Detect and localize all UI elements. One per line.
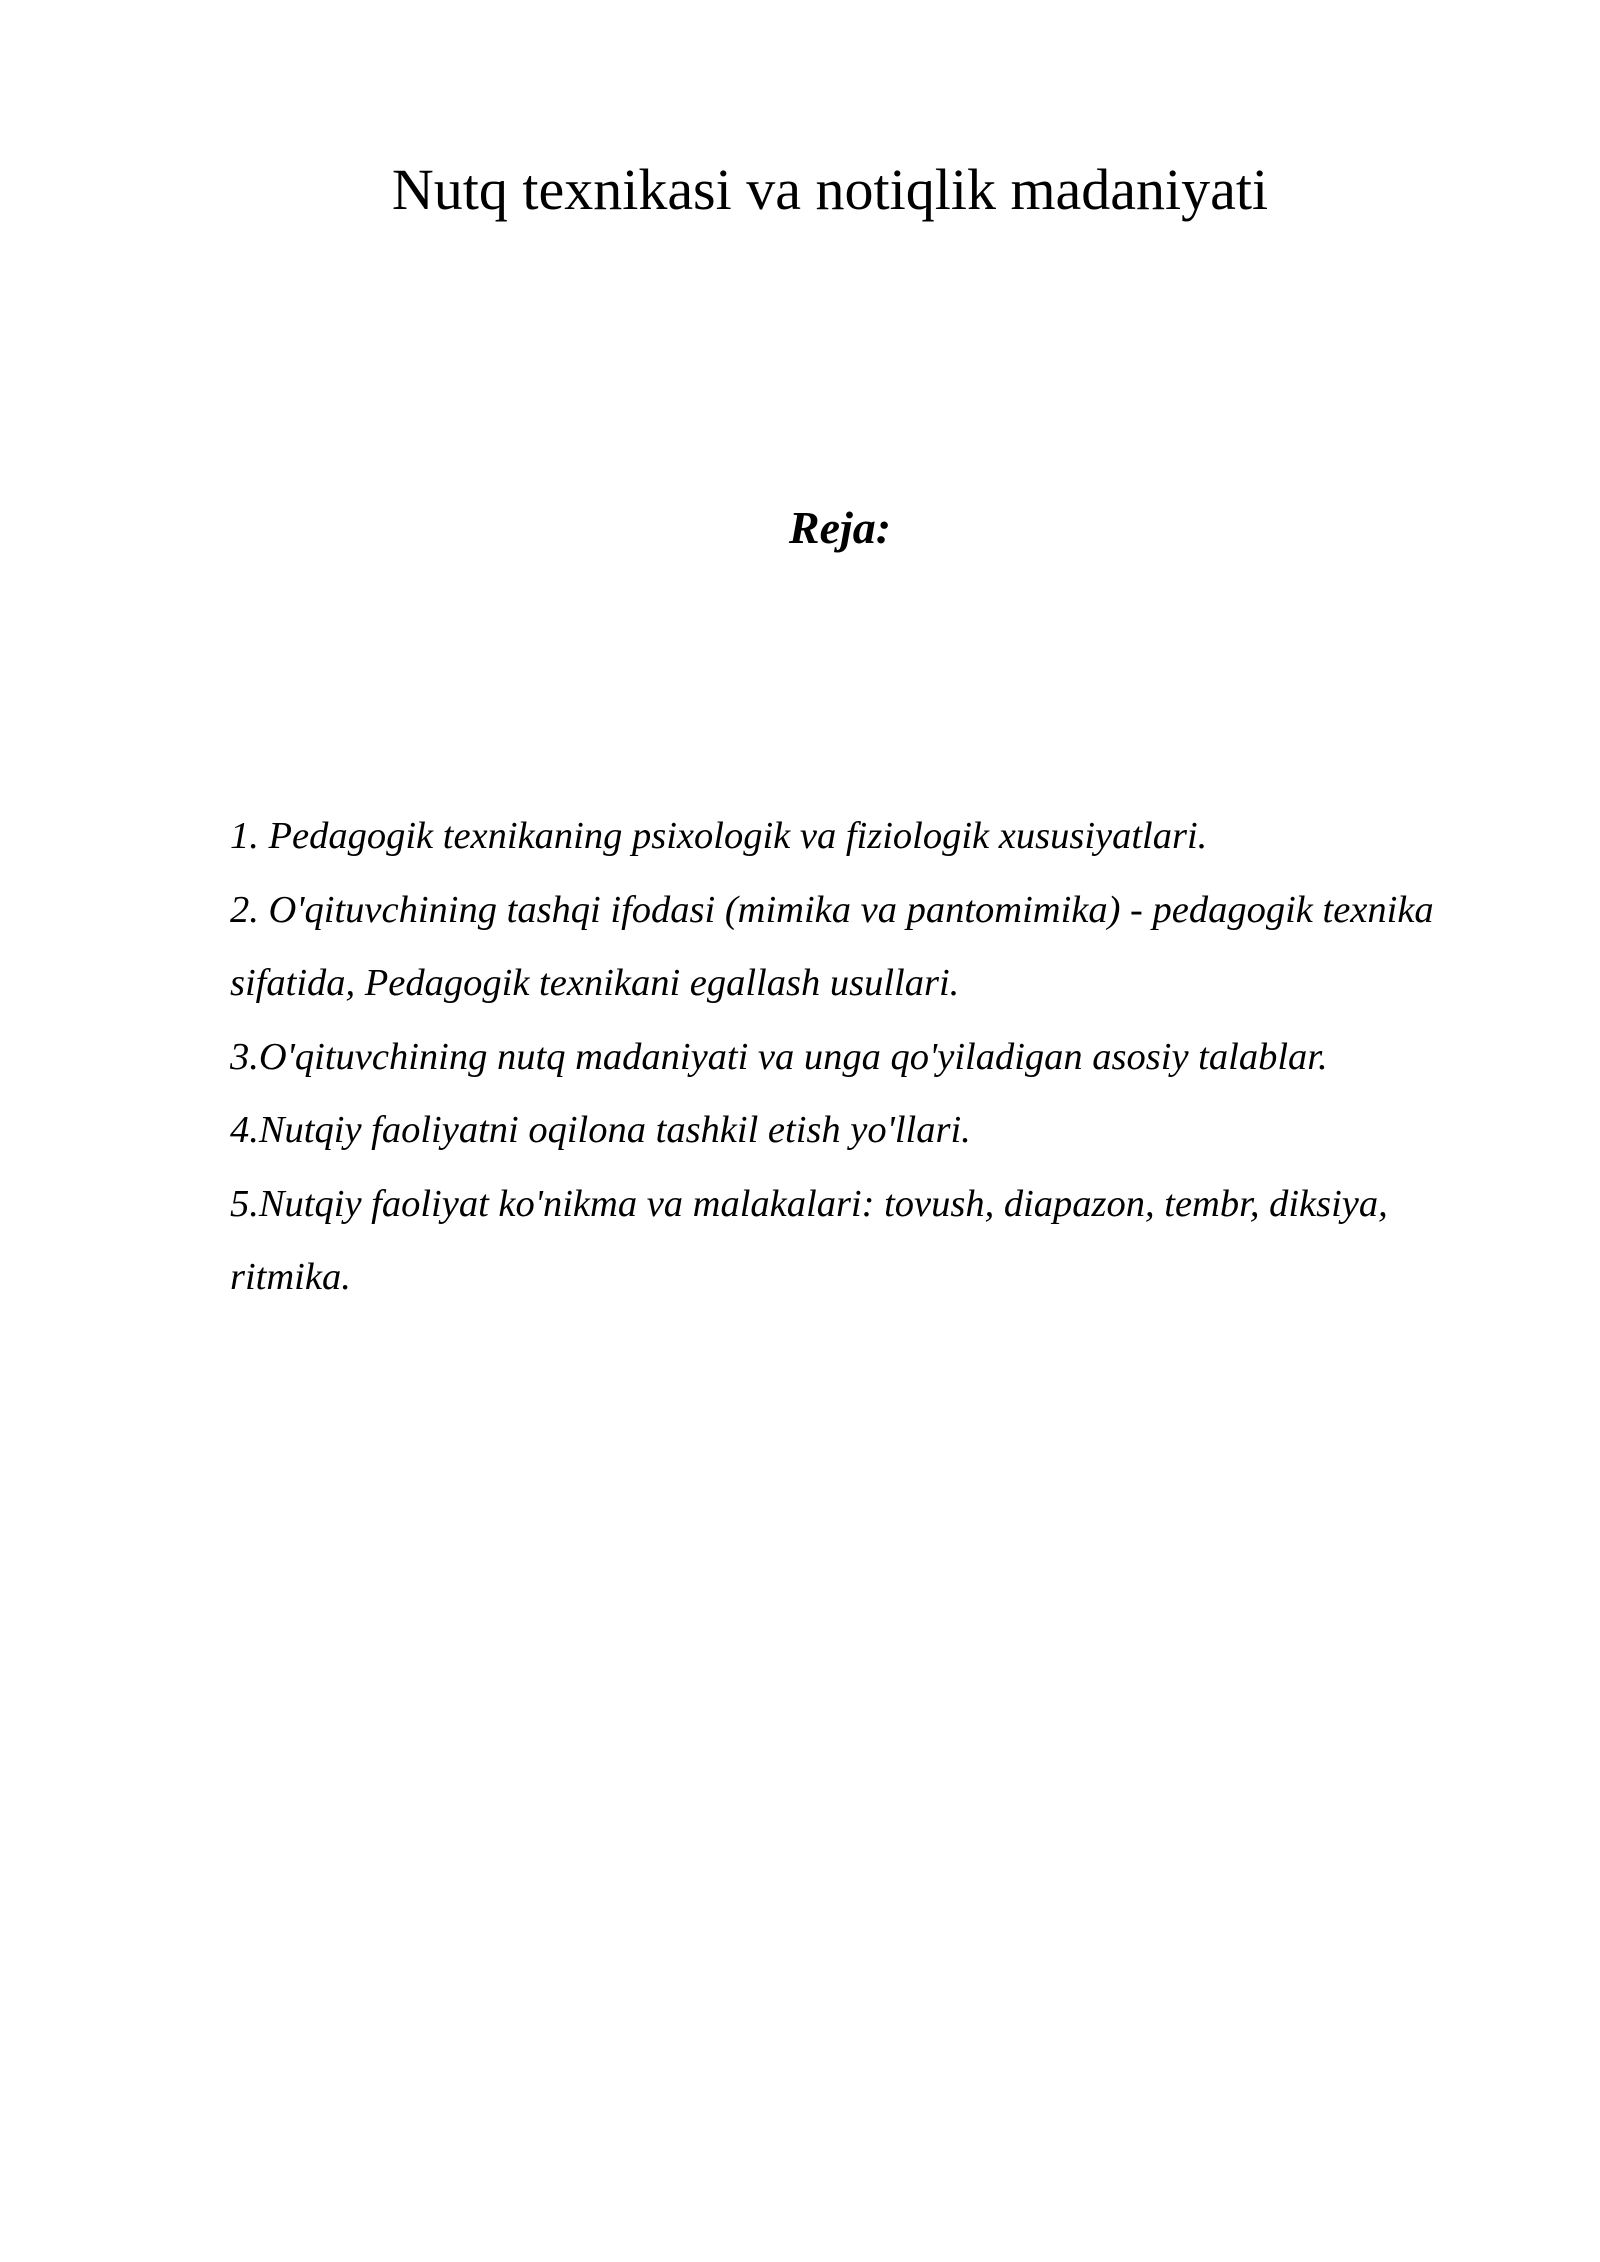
plan-item-1: 1. Pedagogik texnikaning psixologik va fiziologik xususiyatlari.: [230, 815, 1208, 857]
plan-list: [230, 800, 1490, 1315]
document-title: Nutq texnikasi va notiqlik madaniyati: [391, 157, 1269, 222]
plan-item-3: 3.O'qituvchining nutq madaniyati va unga qo'yiladigan asosiy talablar.: [230, 1035, 1328, 1078]
plan-item-5: 5.Nutqiy faoliyat ko'nikma va malakalari: tovush, diapazon, tembr, diksiya, ritmika.: [230, 1182, 1388, 1298]
plan-item-4: 4.Nutqiy faoliyatni oqilona tashkil etish yo'llari.: [230, 1109, 971, 1151]
plan-item-2: 2. O'qituvchining tashqi ifodasi (mimika va pantomimika) - pedagogik texnika sifatida, Pedagogik texnikani egallash usullari.: [230, 888, 1434, 1004]
plan-heading: Reja:: [788, 502, 892, 553]
